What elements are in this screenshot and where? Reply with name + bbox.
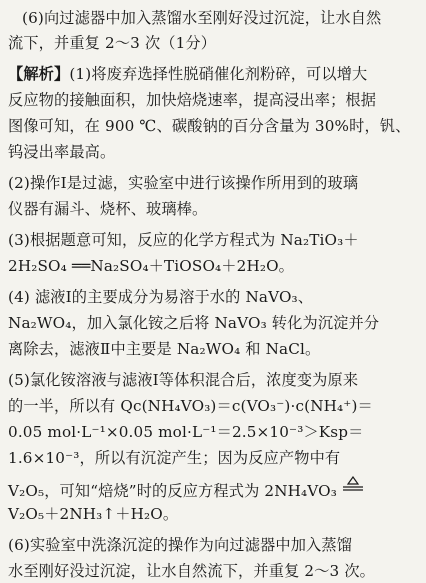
text-line-11: (4) 滤液Ⅰ的主要成分为易溶于水的 NaVO₃、 (8, 288, 314, 306)
text-line-16: 0.05 mol·L⁻¹×0.05 mol·L⁻¹＝2.5×10⁻³＞Ksp＝ (8, 423, 364, 441)
text-line-2: 流下，并重复 2～3 次（1分） (8, 34, 217, 52)
text-line-1: (6)向过滤器中加入蒸馏水至刚好没过沉淀，让水自然 (22, 9, 382, 27)
text-line-12: Na₂WO₄，加入氯化铵之后将 NaVO₃ 转化为沉淀并分 (8, 314, 380, 332)
text-line-4: 反应物的接触面积，加快焙烧速率，提高浸出率；根据 (8, 91, 377, 109)
text-line-10: 2H₂SO₄ ══Na₂SO₄＋TiOSO₄＋2H₂O。 (8, 257, 295, 275)
heating-arrow-icon (342, 476, 364, 494)
text-line-8: 仪器有漏斗、烧杯、玻璃棒。 (8, 200, 208, 218)
text-line-17: 1.6×10⁻³，所以有沉淀产生；因为反应产物中有 (8, 449, 341, 467)
text-line-19: V₂O₅＋2NH₃↑＋H₂O。 (8, 505, 179, 523)
text-line-13: 离除去，滤液Ⅱ中主要是 Na₂WO₄ 和 NaCl。 (8, 340, 321, 358)
text-line-7: (2)操作Ⅰ是过滤，实验室中进行该操作所用到的玻璃 (8, 174, 359, 192)
text-line-5: 图像可知，在 900 ℃、碳酸钠的百分含量为 30%时，钒、 (8, 117, 411, 135)
analysis-line: 【解析】(1)将废弃选择性脱硝催化剂粉碎，可以增大 (8, 65, 368, 83)
text-line-9: (3)根据题意可知，反应的化学方程式为 Na₂TiO₃＋ (8, 231, 359, 249)
text-line-14: (5)氯化铵溶液与滤液Ⅰ等体积混合后，浓度变为原来 (8, 371, 359, 389)
text-line-20: (6)实验室中洗涤沉淀的操作为向过滤器中加入蒸馏 (8, 536, 353, 554)
text-line-18: V₂O₅，可知“焙烧”时的反应方程式为 2NH₄VO₃ (8, 476, 420, 500)
text-line-6: 钨浸出率最高。 (8, 143, 116, 161)
text-line-15: 的一半，所以有 Qc(NH₄VO₃)＝c(VO₃⁻)·c(NH₄⁺)＝ (8, 397, 373, 415)
text-line-21: 水至刚好没过沉淀，让水自然流下，并重复 2～3 次。 (8, 562, 376, 580)
analysis-label: 【解析】 (8, 65, 70, 83)
